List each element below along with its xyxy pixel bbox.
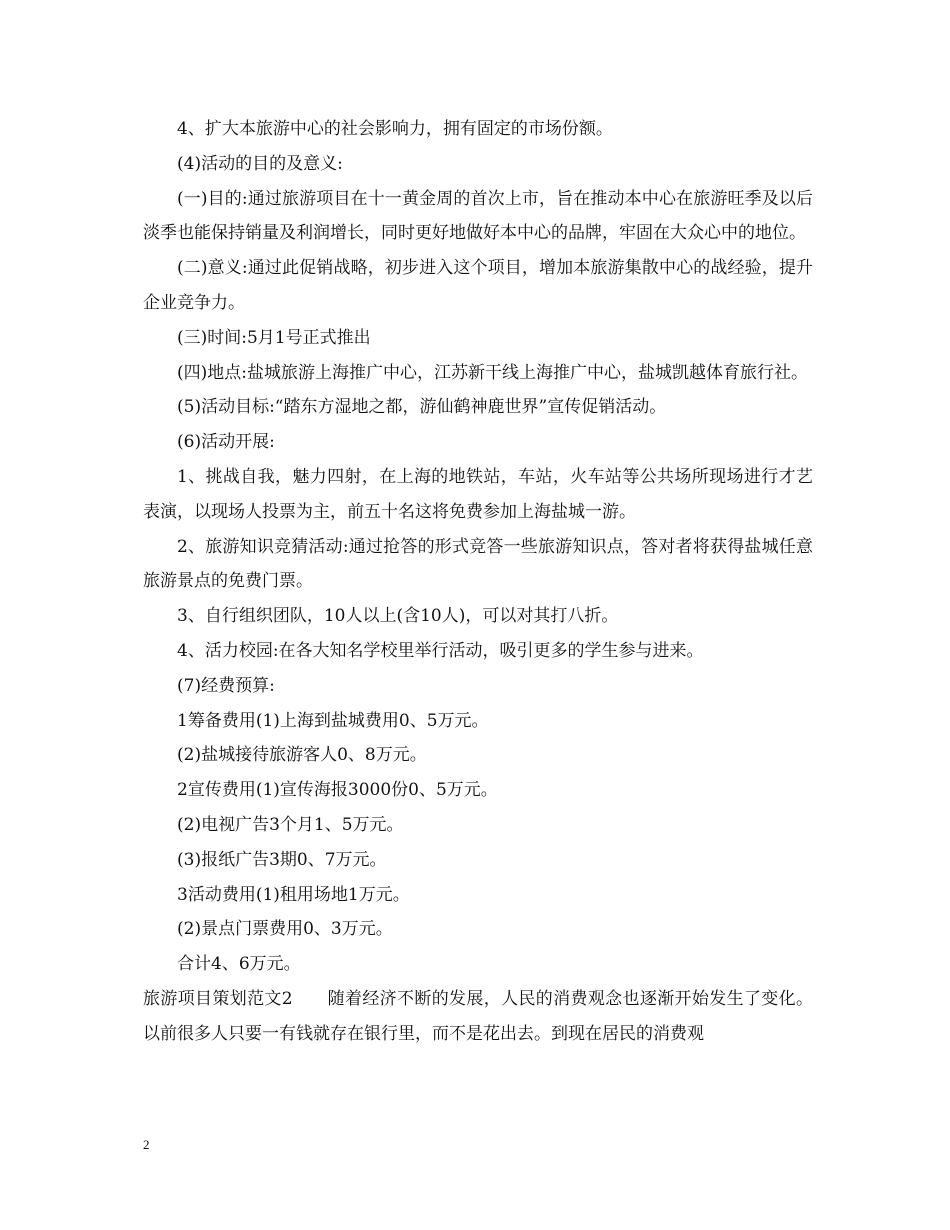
- paragraph: (三)时间:5月1号正式推出: [177, 327, 371, 348]
- paragraph: 1、挑战自我，魅力四射，在上海的地铁站，车站，火车站等公共场所现场进行才艺表演，以现场人投票为主，前五十名这将免费参加上海盐城一游。: [143, 466, 813, 522]
- paragraph: (四)地点:盐城旅游上海推广中心，江苏新干线上海推广中心，盐城凯越体育旅行社。: [177, 362, 808, 383]
- paragraph: (4)活动的目的及意义:: [177, 153, 343, 174]
- paragraph: (7)经费预算:: [177, 675, 275, 696]
- paragraph: 3、自行组织团队，10人以上(含10人)，可以对其打八折。: [177, 606, 619, 627]
- paragraph: (2)盐城接待旅游客人0、8万元。: [177, 745, 427, 766]
- document-body: [143, 112, 813, 1052]
- paragraph: 2宣传费用(1)宣传海报3000份0、5万元。: [177, 780, 498, 801]
- paragraph: 4、活力校园:在各大知名学校里举行活动，吸引更多的学生参与进来。: [177, 640, 704, 661]
- paragraph: (3)报纸广告3期0、7万元。: [177, 849, 387, 870]
- paragraph: 1筹备费用(1)上海到盐城费用0、5万元。: [177, 710, 489, 731]
- paragraph: (2)景点门票费用0、3万元。: [177, 919, 393, 940]
- page-number: 2: [143, 1137, 150, 1152]
- paragraph: 旅游项目策划范文2 随着经济不断的发展，人民的消费观念也逐渐开始发生了变化。以前很多人只要一有钱就存在银行里，而不是花出去。到现在居民的消费观: [143, 988, 813, 1044]
- paragraph: (一)目的:通过旅游项目在十一黄金周的首次上市，旨在推动本中心在旅游旺季及以后淡季也能保持销量及利润增长，同时更好地做好本中心的品牌，牢固在大众心中的地位。: [143, 188, 813, 244]
- paragraph: 合计4、6万元。: [177, 954, 301, 975]
- paragraph: (二)意义:通过此促销战略，初步进入这个项目，增加本旅游集散中心的战经验，提升企业竞争力。: [143, 258, 813, 313]
- paragraph: 3活动费用(1)租用场地1万元。: [177, 884, 410, 905]
- paragraph: 2、旅游知识竞猜活动:通过抢答的形式竞答一些旅游知识点，答对者将获得盐城任意旅游景点的免费门票。: [143, 536, 813, 592]
- paragraph: (6)活动开展:: [177, 432, 275, 453]
- paragraph: 4、扩大本旅游中心的社会影响力，拥有固定的市场份额。: [177, 119, 613, 139]
- paragraph: (2)电视广告3个月1、5万元。: [177, 814, 404, 835]
- paragraph: (5)活动目标:“踏东方湿地之都，游仙鹤神鹿世界”宣传促销活动。: [177, 397, 667, 418]
